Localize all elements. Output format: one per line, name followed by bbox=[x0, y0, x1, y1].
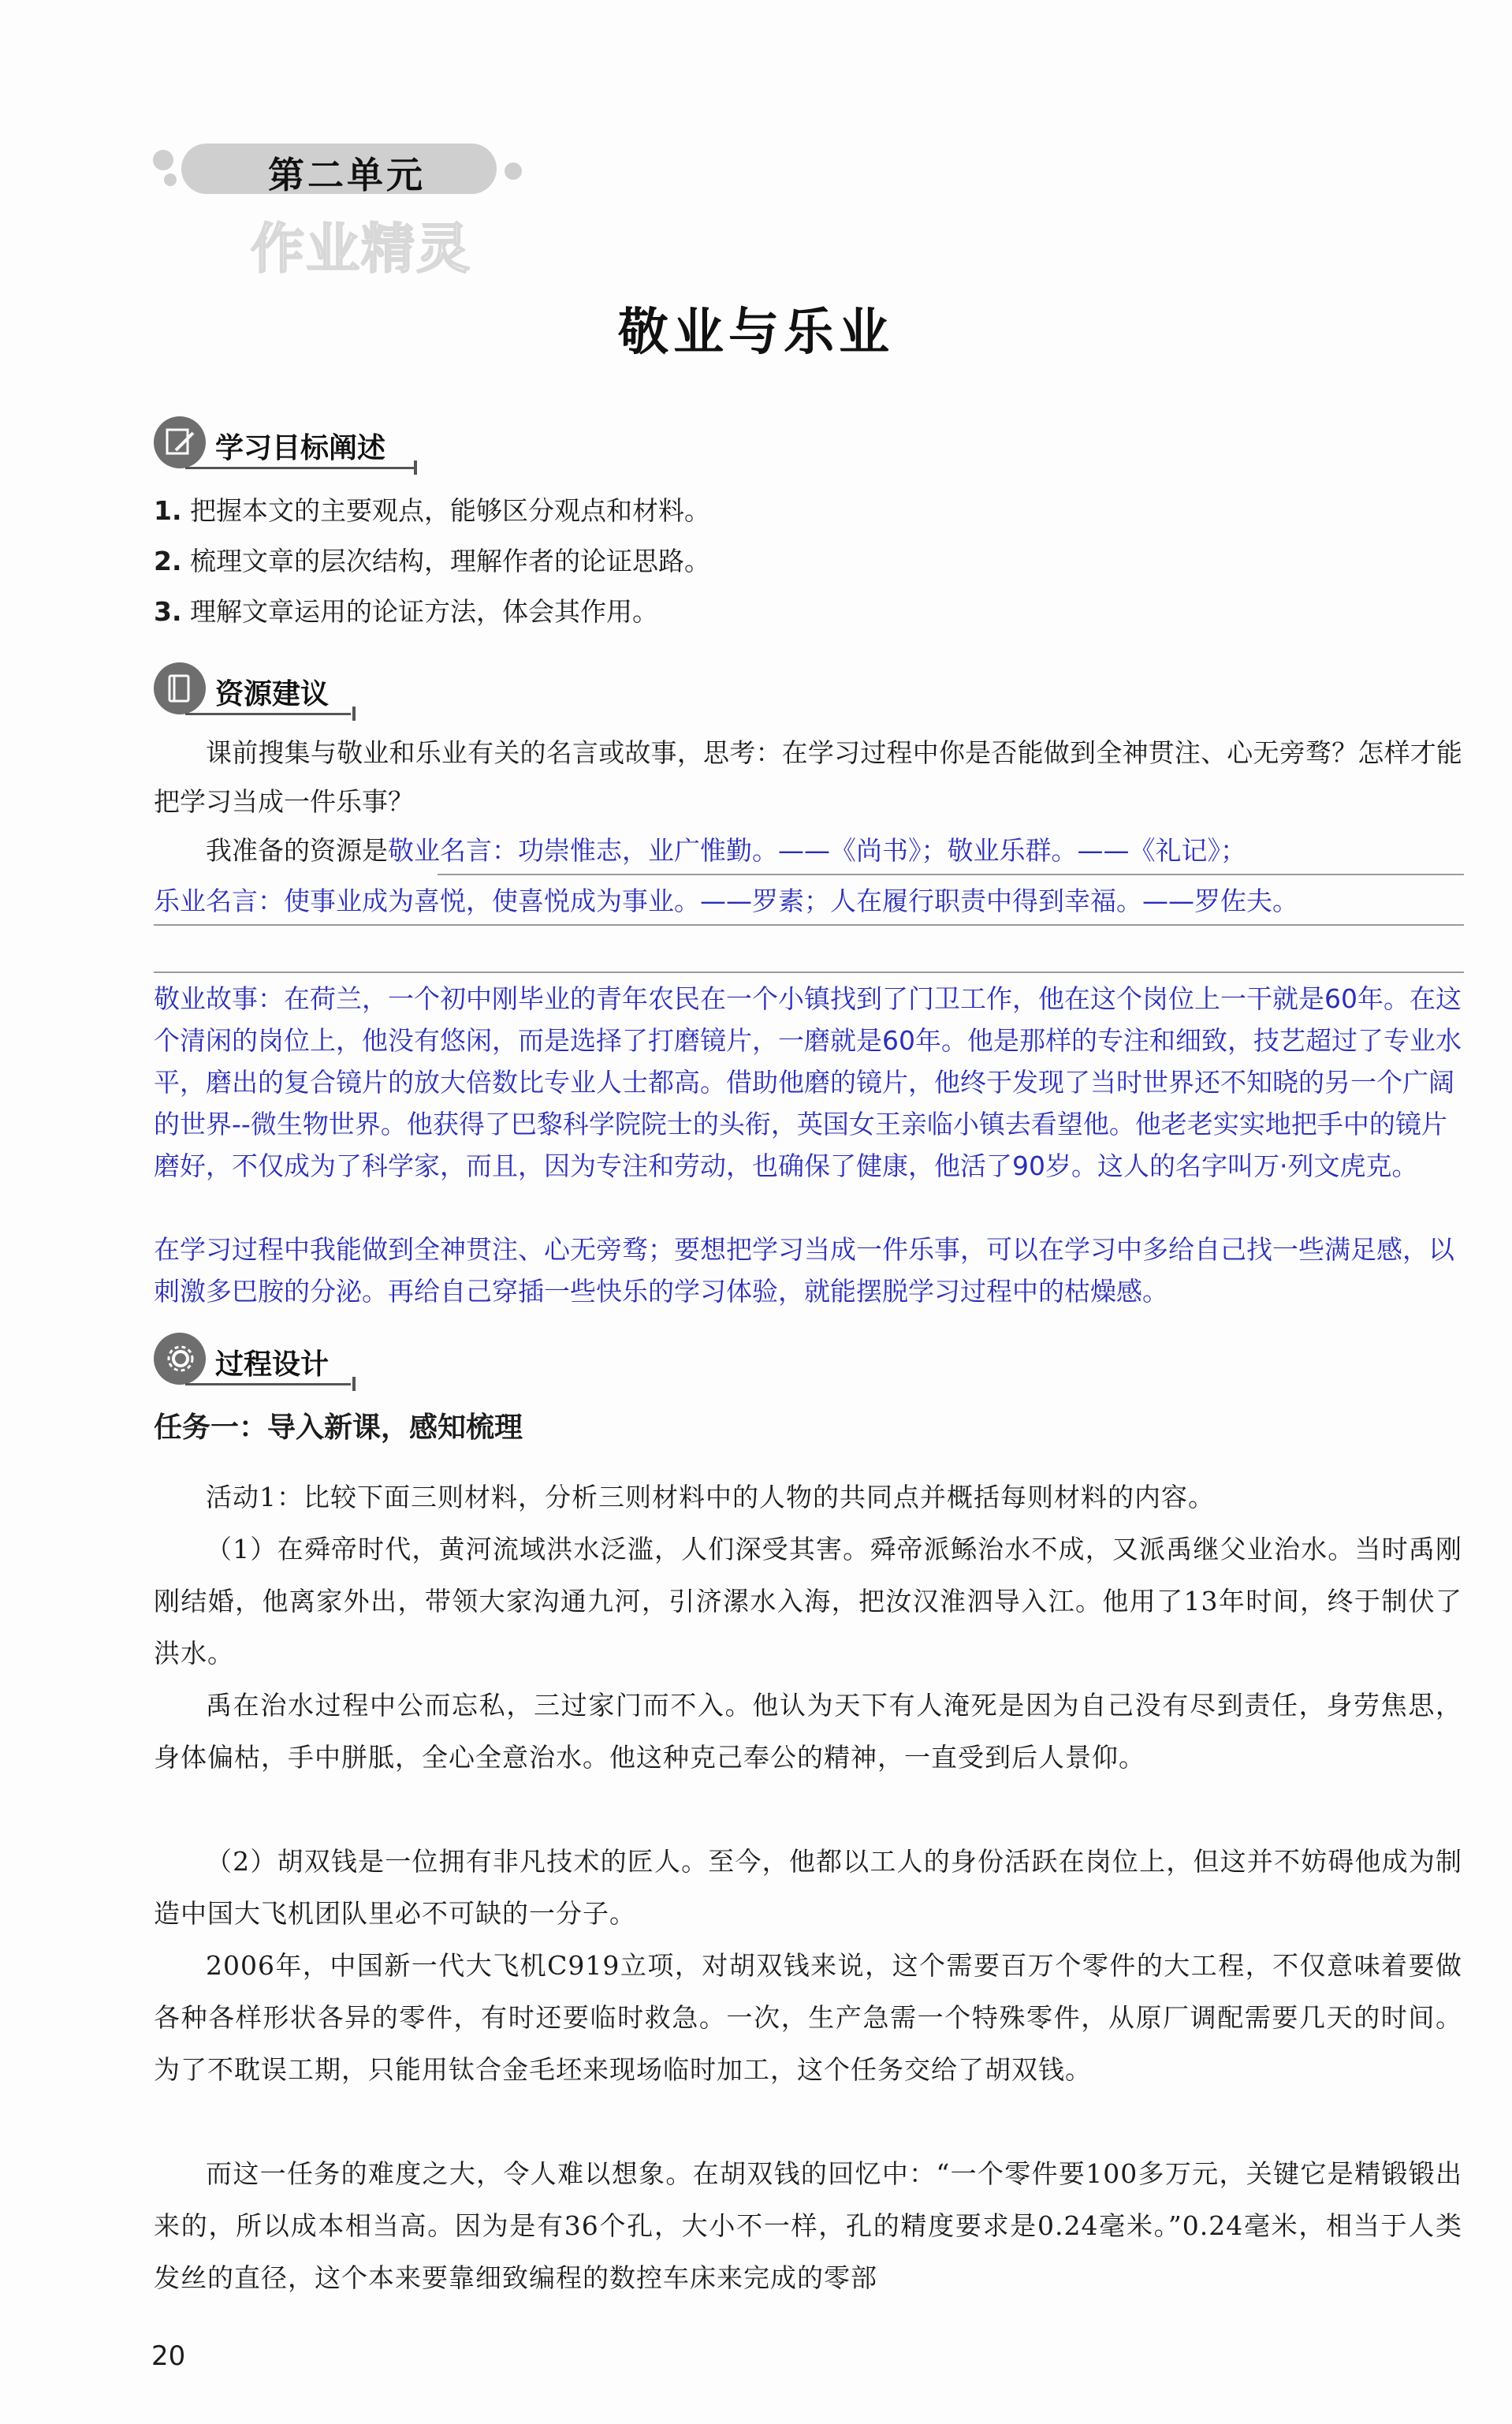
banner-dot bbox=[164, 173, 177, 186]
section-tick bbox=[414, 461, 417, 475]
unit-title: 第二单元 bbox=[268, 154, 426, 196]
material-1-para-2: 禹在治水过程中公而忘私，三过家门而不入。他认为天下有人淹死是因为自己没有尽到责任，身劳焦思，身体偏枯，手中胼胝，全心全意治水。他这种克己奉公的精神，一直受到后人景仰。 bbox=[154, 1690, 1462, 1773]
section-label: 过程设计 bbox=[215, 1348, 330, 1381]
answer-rule bbox=[438, 874, 1464, 875]
section-tick bbox=[352, 707, 356, 721]
objective-item: 2. 梳理文章的层次结构，理解作者的论证思路。 bbox=[154, 546, 710, 576]
section-underline bbox=[185, 467, 414, 469]
section-tick bbox=[352, 1377, 356, 1391]
process-header bbox=[154, 1333, 390, 1388]
resources-header bbox=[154, 662, 390, 718]
section-label: 学习目标阐述 bbox=[215, 432, 386, 464]
answer-rule bbox=[154, 924, 1464, 926]
gear-icon bbox=[154, 1333, 206, 1385]
section-underline bbox=[185, 713, 351, 715]
lesson-title: 敬业与乐业 bbox=[618, 304, 894, 362]
section-label: 资源建议 bbox=[215, 678, 330, 710]
material-1-para-1: （1）在舜帝时代，黄河流域洪水泛滥，人们深受其害。舜帝派鲧治水不成，又派禹继父业治水。当时禹刚刚结婚，他离家外出，带领大家沟通九河，引济漯水入海，把汝汉淮泗导入江。他用了13年时间，终于制伏了洪水。 bbox=[154, 1534, 1462, 1669]
task-heading: 任务一：导入新课，感知梳理 bbox=[154, 1412, 523, 1444]
banner-dot bbox=[505, 162, 522, 180]
resources-reflection: 在学习过程中我能做到全神贯注、心无旁骛；要想把学习当成一件乐事，可以在学习中多给自己找一些满足感，以刺激多巴胺的分泌。再给自己穿插一些快乐的学习体验，就能摆脱学习过程中的枯燥感。 bbox=[154, 1234, 1454, 1307]
resources-intro: 课前搜集与敬业和乐业有关的名言或故事，思考：在学习过程中你是否能做到全神贯注、心无旁骛？怎样才能把学习当成一件乐事？ bbox=[154, 737, 1462, 817]
material-2-para-3: 而这一任务的难度之大，令人难以想象。在胡双钱的回忆中：“一个零件要100多万元，关键它是精锻锻出来的，所以成本相当高。因为是有36个孔，大小不一样，孔的精度要求是0.24毫米。”0.24毫米，相当于人类发丝的直径，这个本来要靠细致编程的数控车床来完成的零部 bbox=[154, 2158, 1462, 2293]
answer-rule bbox=[154, 971, 1464, 973]
banner-dot bbox=[153, 150, 173, 170]
objectives-header bbox=[154, 416, 438, 472]
material-2-para-2: 2006年，中国新一代大飞机C919立项，对胡双钱来说，这个需要百万个零件的大工程，不仅意味着要做各种各样形状各异的零件，有时还要临时救急。一次，生产急需一个特殊零件，从原厂调配需要几天的时间。为了不耽误工期，只能用钛合金毛坯来现场临时加工，这个任务交给了胡双钱。 bbox=[154, 1950, 1462, 2085]
resources-answer-line1: 我准备的资源是敬业名言：功崇惟志，业广惟勤。——《尚书》；敬业乐群。——《礼记》； bbox=[206, 835, 1246, 866]
resources-story: 敬业故事：在荷兰，一个初中刚毕业的青年农民在一个小镇找到了门卫工作，他在这个岗位上一干就是60年。在这个清闲的岗位上，他没有悠闲，而是选择了打磨镜片，一磨就是60年。他是那样的专注和细致，技艺超过了专业水平，磨出的复合镜片的放大倍数比专业人士都高。借助他磨的镜片，他终于发现了当时世界还不知晓的另一个广阔的世界--微生物世界。他获得了巴黎科学院院士的头衔，英国女王亲临小镇去看望他。他老老实实地把手中的镜片磨好，不仅成为了科学家，而且，因为专注和劳动，也确保了健康，他活了90岁。这人的名字叫万·列文虎克。 bbox=[154, 983, 1462, 1181]
unit-banner bbox=[150, 132, 544, 205]
book-icon bbox=[154, 662, 206, 714]
material-2-para-1: （2）胡双钱是一位拥有非凡技术的匠人。至今，他都以工人的身份活跃在岗位上，但这并不妨碍他成为制造中国大飞机团队里必不可缺的一分子。 bbox=[154, 1846, 1462, 1929]
pencil-icon bbox=[154, 416, 206, 468]
activity-prompt: 活动1：比较下面三则材料，分析三则材料中的人物的共同点并概括每则材料的内容。 bbox=[206, 1482, 1215, 1512]
objective-item: 3. 理解文章运用的论证方法，体会其作用。 bbox=[154, 596, 658, 627]
page-number: 20 bbox=[151, 2340, 186, 2372]
watermark: 作业精灵 bbox=[251, 218, 472, 281]
resources-answer-line2: 乐业名言：使事业成为喜悦，使喜悦成为事业。——罗素；人在履行职责中得到幸福。——罗佐夫。 bbox=[154, 886, 1298, 916]
objective-item: 1. 把握本文的主要观点，能够区分观点和材料。 bbox=[154, 495, 710, 526]
section-underline bbox=[185, 1383, 351, 1385]
